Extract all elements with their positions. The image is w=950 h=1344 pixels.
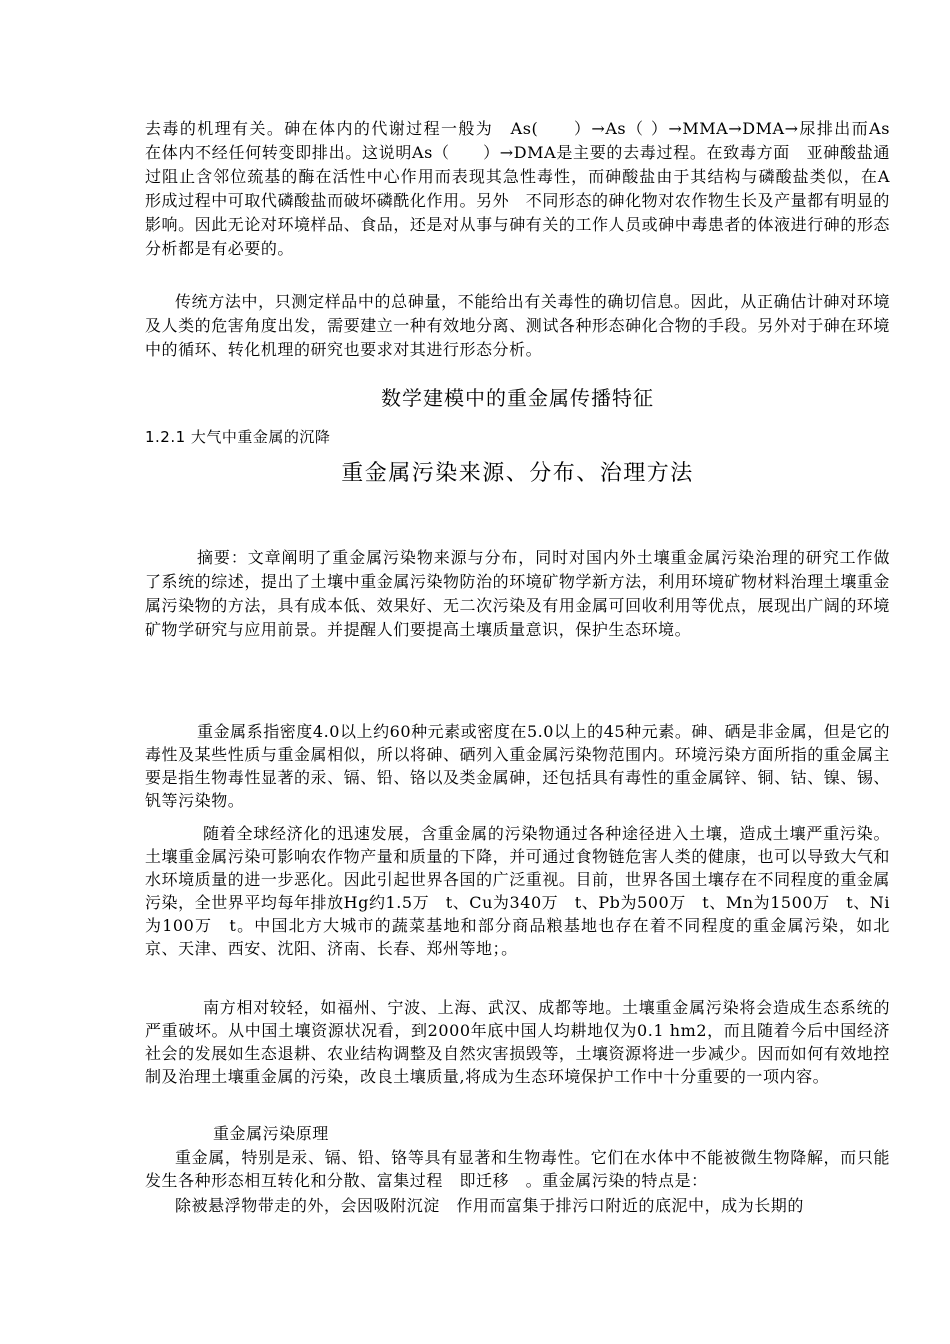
heading-modeling: 数学建模中的重金属传播特征 [381,386,654,410]
paragraph-definition: 重金属系指密度4.0以上约60种元素或密度在5.0以上的45种元素。砷、硒是非金属，但是它的毒性及某些性质与重金属相似，所以将砷、硒列入重金属污染物范围内。环境污染方面所指的重金属主要是指生物毒性显著的汞、镉、铅、铬以及类金属砷，还包括具有毒性的重金属锌、铜、钴、镍、锡、钒等污染物。 [145,722,890,810]
paragraph-traditional-method: 传统方法中，只测定样品中的总砷量，不能给出有关毒性的确切信息。因此，从正确估计砷对环境及人类的危害角度出发，需要建立一种有效地分离、测试各种形态砷化合物的手段。另外对于砷在环境中的循环、转化机理的研究也要求对其进行形态分析。 [145,292,890,359]
paragraph-sediment: 除被悬浮物带走的外，会因吸附沉淀 作用而富集于排污口附近的底泥中，成为长期的 [175,1196,804,1215]
paragraph-arsenic-metabolism: 去毒的机理有关。砷在体内的代谢过程一般为 As( ）→As（ ）→MMA→DMA→尿排出而As 在体内不经任何转变即排出。这说明As（ ）→DMA是主要的去毒过程。在致毒方面 亚砷酸盐通过阻止含邻位巯基的酶在活性中心作用而表现其急性毒性，而砷酸盐由于其结构与磷酸盐类似，在A 形成过程中可取代磷酸盐而破坏磷酰化作用。另外 不同形态的砷化物对农作物生长及产量都有明显的影响。因此无论对环境样品、食品，还是对从事与砷有关的工作人员或砷中毒患者的体液进行砷的形态分析都是有必要的。 [145,119,924,258]
paragraph-global-pollution: 随着全球经济化的迅速发展，含重金属的污染物通过各种途径进入土壤，造成土壤严重污染。土壤重金属污染可影响农作物产量和质量的下降，并可通过食物链危害人类的健康，也可以导致大气和水环境质量的进一步恶化。因此引起世界各国的广泛重视。目前，世界各国土壤存在不同程度的重金属污染，全世界平均每年排放Hg约1.5万 t、Cu为340万 t、Pb为500万 t、Mn为1500万 t、Ni为100万 t。中国北方大城市的蔬菜基地和部分商品粮基地也存在着不同程度的重金属污染，如北京、天津、西安、沈阳、济南、长春、郑州等地；。 [145,824,890,958]
subsection-heading: 1.2.1 大气中重金属的沉降 [145,428,331,446]
paragraph-south-region: 南方相对较轻，如福州、宁波、上海、武汉、成都等地。土壤重金属污染将会造成生态系统的严重破坏。从中国土壤资源状况看，到2000年底中国人均耕地仅为0.1 hm2，而且随着今后中国经济社会的发展如生态退耕、农业结构调整及自然灾害损毁等，土壤资源将进一步减少。因而如何有效地控制及治理土壤重金属的污染，改良土壤质量,将成为生态环境保护工作中十分重要的一项内容。 [145,998,890,1086]
paragraph-abstract: 摘要：文章阐明了重金属污染物来源与分布，同时对国内外土壤重金属污染治理的研究工作做了系统的综述，提出了土壤中重金属污染物防治的环境矿物学新方法，利用环境矿物材料治理土壤重金属污染物的方法，具有成本低、效果好、无二次污染及有用金属可回收利用等优点，展现出广阔的环境矿物学研究与应用前景。并提醒人们要提高土壤质量意识，保护生态环境。 [145,548,890,639]
paragraph-principle-heading: 重金属污染原理 [213,1124,329,1143]
paragraph-heavy-metal-features: 重金属，特别是汞、镉、铅、铬等具有显著和生物毒性。它们在水体中不能被微生物降解，而只能发生各种形态相互转化和分散、富集过程 即迁移 。重金属污染的特点是： [145,1148,890,1190]
heading-title: 重金属污染来源、分布、治理方法 [341,461,694,486]
